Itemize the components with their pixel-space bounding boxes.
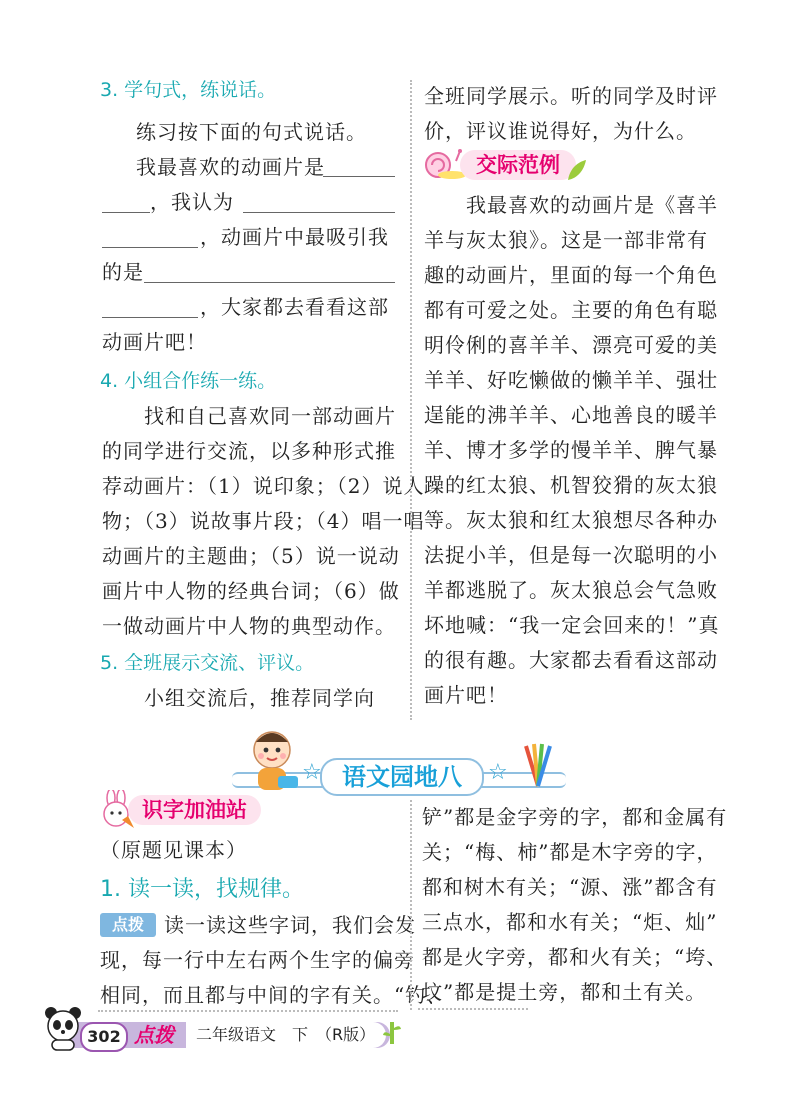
section-heading-4: 4. 小组合作练一练。	[100, 370, 277, 392]
group-text-line: 的同学进行交流，以多种形式推	[102, 439, 396, 463]
note-text: （原题见课本）	[100, 838, 247, 862]
page-number: 302	[80, 1022, 128, 1052]
analysis-text-line: 坟”都是提土旁，都和土有关。	[422, 980, 707, 1004]
example-text-line: 羊羊、好吃懒做的懒羊羊、强壮	[424, 368, 718, 392]
display-text-line: 小组交流后，推荐同学向	[144, 686, 375, 710]
continued-text-line: 价，评议谁说得好，为什么。	[424, 119, 697, 143]
example-text-line: 明伶俐的喜羊羊、漂亮可爱的美	[424, 333, 718, 357]
column-divider	[410, 800, 412, 1010]
group-text-line: 找和自己喜欢同一部动画片	[144, 404, 396, 428]
blank-line	[243, 212, 395, 213]
group-text-line: 物；（3）说故事片段；（4）唱一唱	[102, 509, 425, 533]
example-text-line: 躁的红太狼、机智狡猾的灰太狼	[424, 473, 718, 497]
sentence-pattern-3: ，动画片中最吸引我	[200, 225, 389, 249]
leaf-icon	[566, 158, 588, 182]
bamboo-icon	[382, 1020, 402, 1046]
analysis-text-line: 铲”都是金字旁的字，都和金属有	[422, 805, 728, 829]
sentence-pattern-5: ，大家都去看看这部	[200, 295, 389, 319]
example-text-line: 趣的动画片，里面的每一个角色	[424, 263, 718, 287]
footer-brand: 点拨	[134, 1023, 174, 1047]
star-icon: ☆	[488, 760, 508, 785]
section-heading-3: 3. 学句式，练说话。	[100, 79, 277, 101]
box-corner-line	[418, 1008, 528, 1010]
tip-label: 点拨	[100, 913, 156, 937]
example-text-line: 都有可爱之处。主要的角色有聪	[424, 298, 718, 322]
example-text-line: 我最喜欢的动画片是《喜羊	[466, 193, 718, 217]
exercise-title: 1. 读一读，找规律。	[100, 877, 304, 902]
continued-text-line: 全班同学展示。听的同学及时评	[424, 84, 718, 108]
group-text-line: 一做动画片中人物的典型动作。	[102, 614, 396, 638]
section-heading-5: 5. 全班展示交流、评议。	[100, 652, 315, 674]
banner-title: 语文园地八	[320, 758, 484, 796]
example-text-line: 羊与灰太狼》。这是一部非常有	[424, 228, 708, 252]
tip-text-line: 读一读这些字词，我们会发	[164, 913, 416, 937]
example-text-line: 羊都逃脱了。灰太狼总会气急败	[424, 578, 718, 602]
tip-text-line: 现，每一行中左右两个生字的偏旁	[100, 948, 415, 972]
example-text-line: 画片吧！	[424, 683, 508, 707]
column-divider	[410, 80, 412, 720]
group-text-line: 动画片的主题曲；（5）说一说动	[102, 544, 400, 568]
sentence-pattern-2: ，我认为	[150, 190, 234, 214]
tip-text-line: 相同，而且都与中间的字有关。“钓、	[100, 983, 448, 1007]
literacy-badge: 识字加油站	[128, 795, 261, 825]
group-text-line: 画片中人物的经典台词；（6）做	[102, 579, 400, 603]
example-text-line: 羊、博才多学的慢羊羊、脾气暴	[424, 438, 718, 462]
box-corner-line	[98, 1010, 398, 1012]
example-text-line: 的很有趣。大家都去看看这部动	[424, 648, 718, 672]
blank-line	[323, 176, 395, 177]
group-text-line: 荐动画片：（1）说印象；（2）说人	[102, 474, 425, 498]
sentence-pattern-4: 的是	[102, 260, 144, 284]
analysis-text-line: 关；“梅、柿”都是木字旁的字，	[422, 840, 718, 864]
star-icon: ☆	[302, 760, 322, 785]
panda-icon	[40, 1004, 86, 1052]
example-text-line: 等。灰太狼和红太狼想尽各种办	[424, 508, 718, 532]
kid-mascot-icon	[244, 726, 302, 796]
blank-line	[102, 317, 198, 318]
analysis-text-line: 都和树木有关；“源、涨”都含有	[422, 875, 718, 899]
blank-line	[102, 247, 198, 248]
blank-line	[102, 212, 150, 213]
example-text-line: 法捉小羊，但是每一次聪明的小	[424, 543, 718, 567]
blank-line	[144, 282, 395, 283]
analysis-text-line: 都是火字旁，都和火有关；“垮、	[422, 945, 728, 969]
pencils-icon	[520, 742, 556, 788]
sentence-pattern-6: 动画片吧！	[102, 330, 207, 354]
instruction-text: 练习按下面的句式说话。	[136, 120, 367, 144]
sentence-pattern-1: 我最喜欢的动画片是	[136, 155, 325, 179]
footer-book-title: 二年级语文 下 （R版）	[196, 1025, 376, 1044]
example-badge: 交际范例	[460, 150, 576, 180]
example-text-line: 坏地喊：“我一定会回来的！”真	[424, 613, 720, 637]
analysis-text-line: 三点水，都和水有关；“炬、灿”	[422, 910, 718, 934]
example-text-line: 逞能的沸羊羊、心地善良的暖羊	[424, 403, 718, 427]
